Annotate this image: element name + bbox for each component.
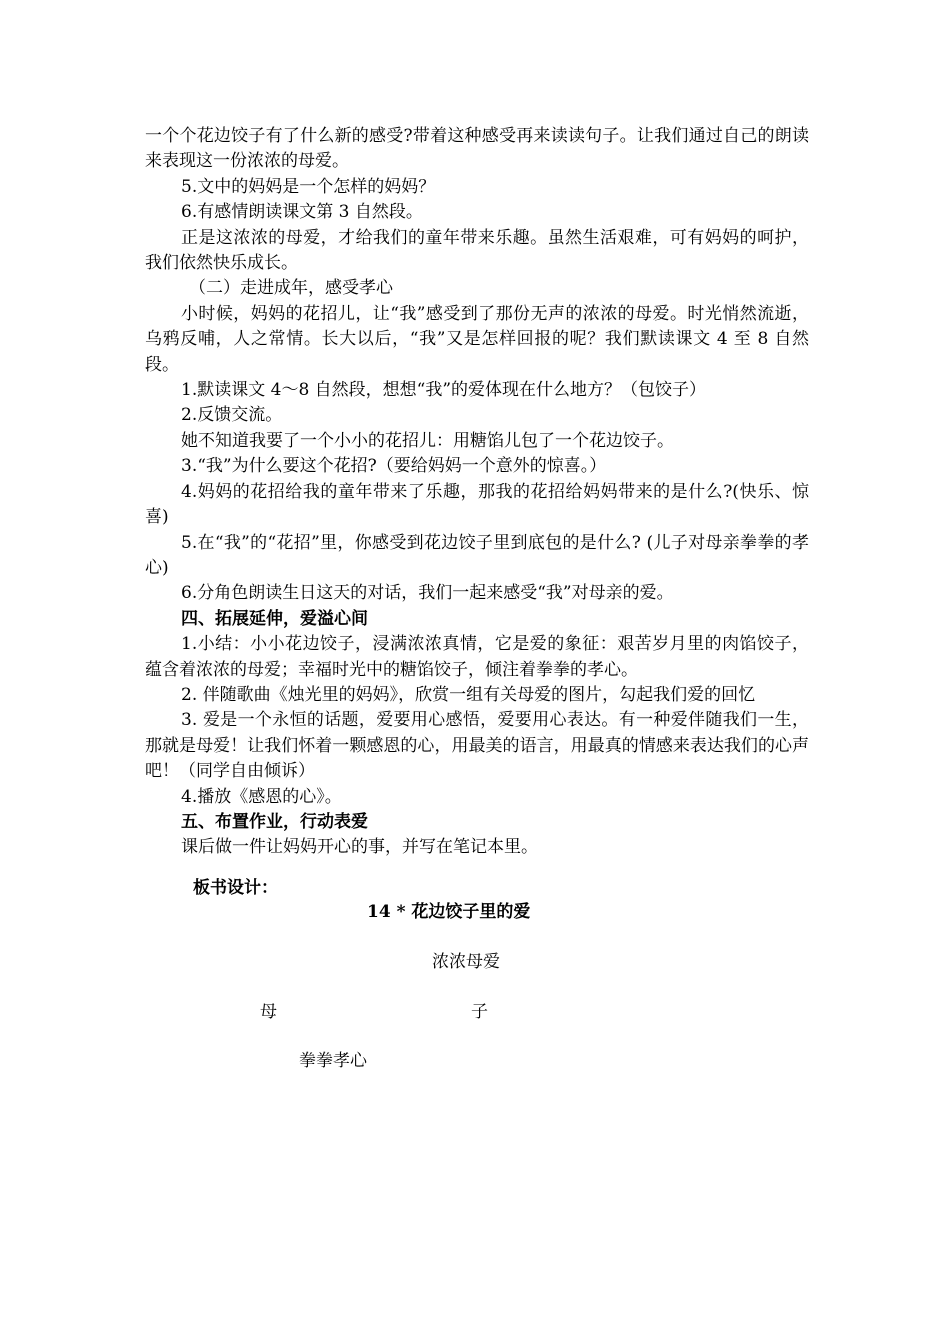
paragraph: 6.分角色朗读生日这天的对话，我们一起来感受“我”对母亲的爱。 [181,583,674,604]
board-title: 14 * 花边饺子里的爱 [367,902,531,922]
board-item-maternal-love: 浓浓母爱 [432,952,500,972]
section-heading: 五、布置作业，行动表爱 [181,811,368,832]
paragraph: 1.小结：小小花边饺子，浸满浓浓真情，它是爱的象征：艰苦岁月里的肉馅饺子，蕴含着浓浓的母爱；幸福时光中的糖馅饺子，倾注着拳拳的孝心。 [145,634,809,680]
paragraph: 课后做一件让妈妈开心的事，并写在笔记本里。 [181,837,538,858]
paragraph: 4.妈妈的花招给我的童年带来了乐趣，那我的花招给妈妈带来的是什么?(快乐、惊喜) [145,481,809,528]
paragraph: 4.播放《感恩的心》。 [181,786,342,807]
paragraph: 6.有感情朗读课文第 3 自然段。 [181,202,423,223]
board-item-filial-piety: 拳拳孝心 [299,1051,367,1071]
paragraph: 正是这浓浓的母爱，才给我们的童年带来乐趣。虽然生活艰难，可有妈妈的呵护，我们依然快乐成长。 [145,227,809,274]
board-item-son: 子 [471,1002,488,1022]
paragraph: 一个个花边饺子有了什么新的感受?带着这种感受再来读读句子。让我们通过自己的朗读来表现这一份浓浓的母爱。 [145,126,809,172]
paragraph: 3. 爱是一个永恒的话题，爱要用心感悟，爱要用心表达。有一种爱伴随我们一生，那就是母爱！让我们怀着一颗感恩的心，用最美的语言，用最真的情感来表达我们的心声吧！（同学自由倾诉） [145,710,809,782]
paragraph: 2.反馈交流。 [181,405,283,426]
board-item-mother: 母 [260,1002,277,1022]
paragraph: 1.默读课文 4～8 自然段，想想“我”的爱体现在什么地方？（包饺子） [181,380,707,401]
document-body [145,124,809,861]
paragraph: 3.“我”为什么要这个花招?（要给妈妈一个意外的惊喜。） [181,456,607,477]
paragraph: 2. 伴随歌曲《烛光里的妈妈》，欣赏一组有关母爱的图片，勾起我们爱的回忆 [181,684,756,705]
paragraph: 小时候，妈妈的花招儿，让“我”感受到了那份无声的浓浓的母爱。时光悄然流逝，乌鸦反哺，人之常情。长大以后，“我”又是怎样回报的呢？我们默读课文 4 至 8 自然段。 [145,303,809,375]
paragraph: 她不知道我要了一个小小的花招儿：用糖馅儿包了一个花边饺子。 [181,430,674,451]
section-heading: 四、拓展延伸，爱溢心间 [181,608,368,629]
section-subheading: （二）走进成年，感受孝心 [189,278,393,299]
board-design-label: 板书设计： [193,878,278,898]
paragraph: 5.在“我”的“花招”里，你感受到花边饺子里到底包的是什么? (儿子对母亲拳拳的孝心) [145,532,809,578]
paragraph: 5.文中的妈妈是一个怎样的妈妈？ [181,176,436,197]
